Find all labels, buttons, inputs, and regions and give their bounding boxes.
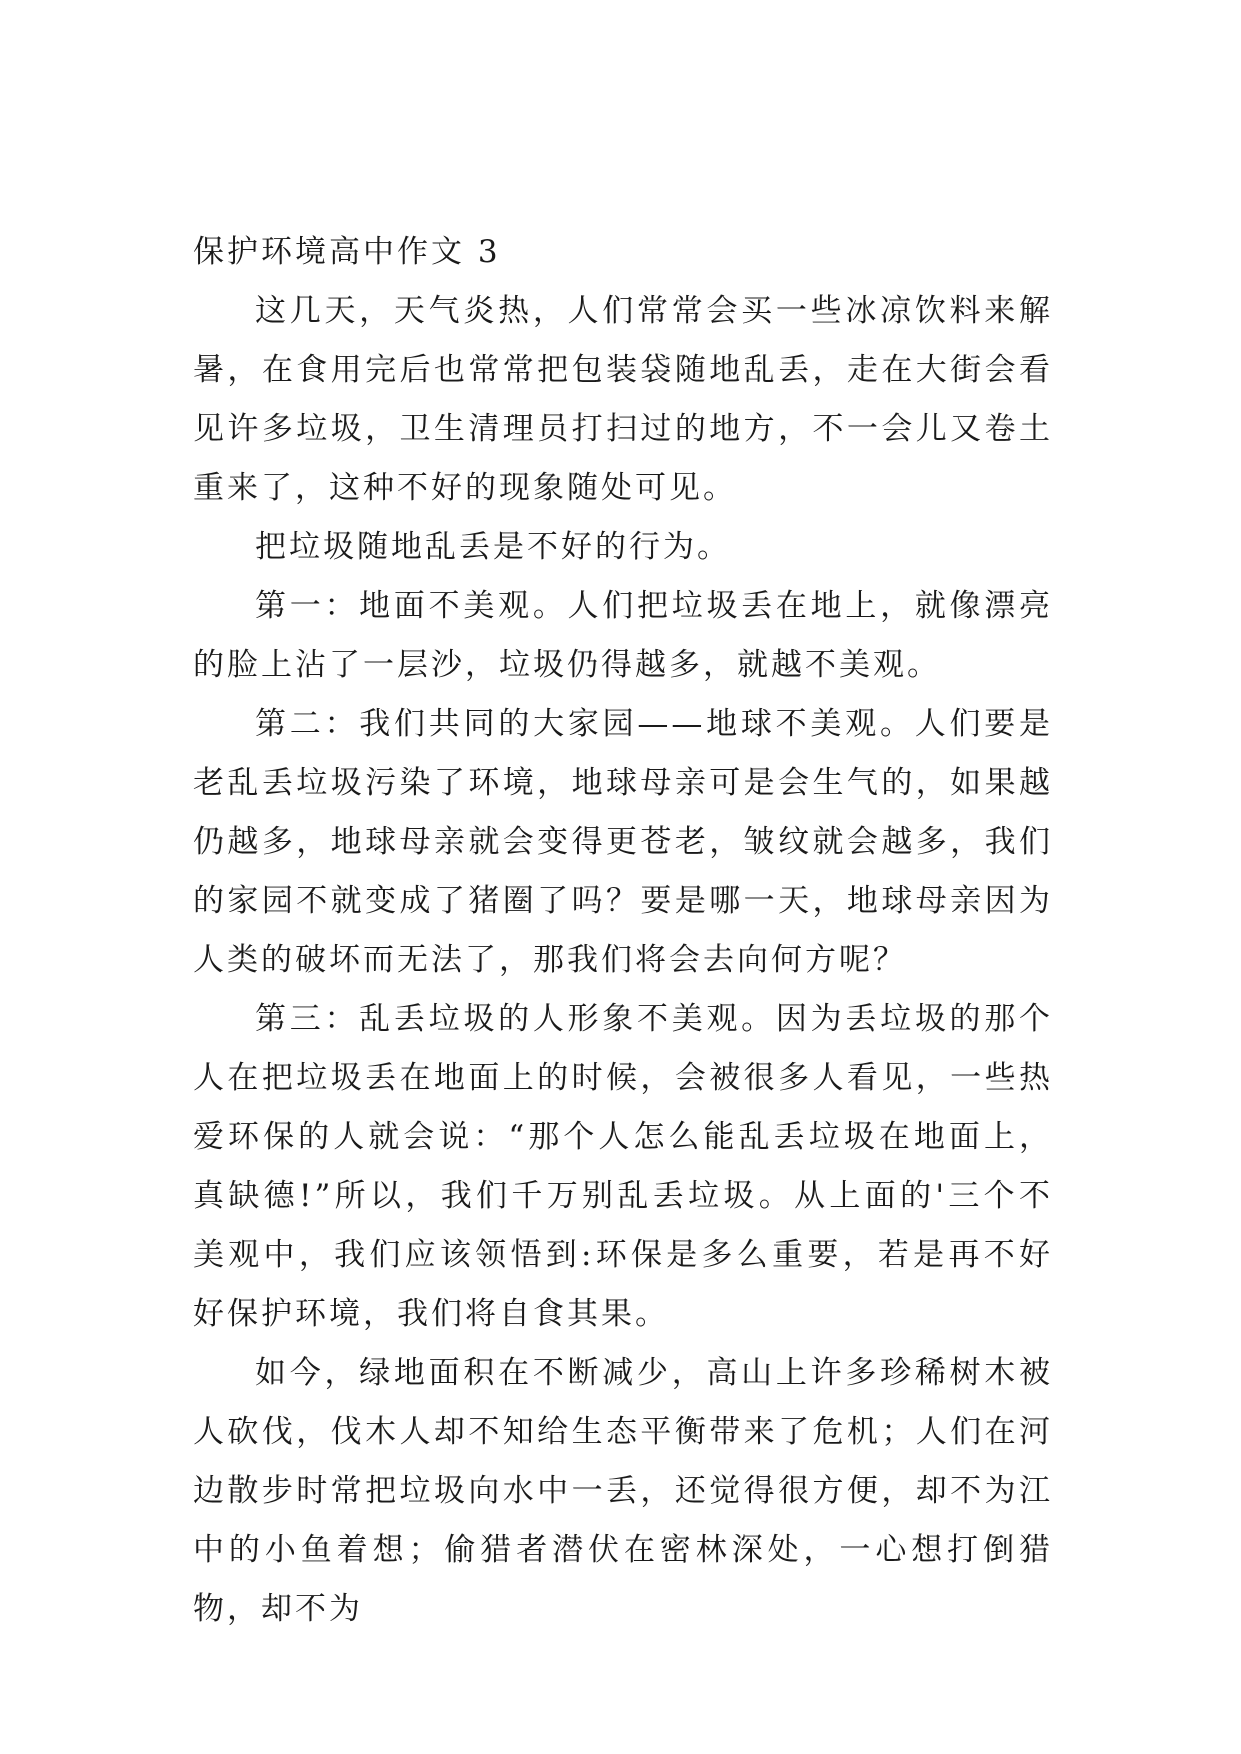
paragraph-2: 把垃圾随地乱丢是不好的行为。	[255, 529, 731, 565]
document-title: 保护环境高中作文 3	[193, 234, 501, 270]
paragraph-3: 第一：地面不美观。人们把垃圾丢在地上，就像漂亮的脸上沾了一层沙，垃圾仍得越多，就越不美观。	[193, 588, 1053, 683]
document-body	[193, 223, 1053, 1639]
paragraph-5: 第三：乱丢垃圾的人形象不美观。因为丢垃圾的那个人在把垃圾丢在地面上的时候，会被很多人看见，一些热爱环保的人就会说：“那个人怎么能乱丢垃圾在地面上，真缺德!”所以，我们千万别乱丢垃圾。从上面的'三个不美观中，我们应该领悟到:环保是多么重要，若是再不好好保护环境，我们将自食其果。	[193, 1001, 1053, 1332]
paragraph-4: 第二：我们共同的大家园——地球不美观。人们要是老乱丢垃圾污染了环境，地球母亲可是会生气的，如果越仍越多，地球母亲就会变得更苍老，皱纹就会越多，我们的家园不就变成了猪圈了吗？要是哪一天，地球母亲因为人类的破坏而无法了，那我们将会去向何方呢？	[193, 706, 1053, 978]
paragraph-1: 这几天，天气炎热，人们常常会买一些冰凉饮料来解暑，在食用完后也常常把包装袋随地乱丢，走在大街会看见许多垃圾，卫生清理员打扫过的地方，不一会儿又卷土重来了，这种不好的现象随处可见。	[193, 293, 1053, 506]
paragraph-6: 如今，绿地面积在不断减少，高山上许多珍稀树木被人砍伐，伐木人却不知给生态平衡带来了危机；人们在河边散步时常把垃圾向水中一丢，还觉得很方便，却不为江中的小鱼着想；偷猎者潜伏在密林深处，一心想打倒猎物，却不为	[193, 1355, 1053, 1627]
